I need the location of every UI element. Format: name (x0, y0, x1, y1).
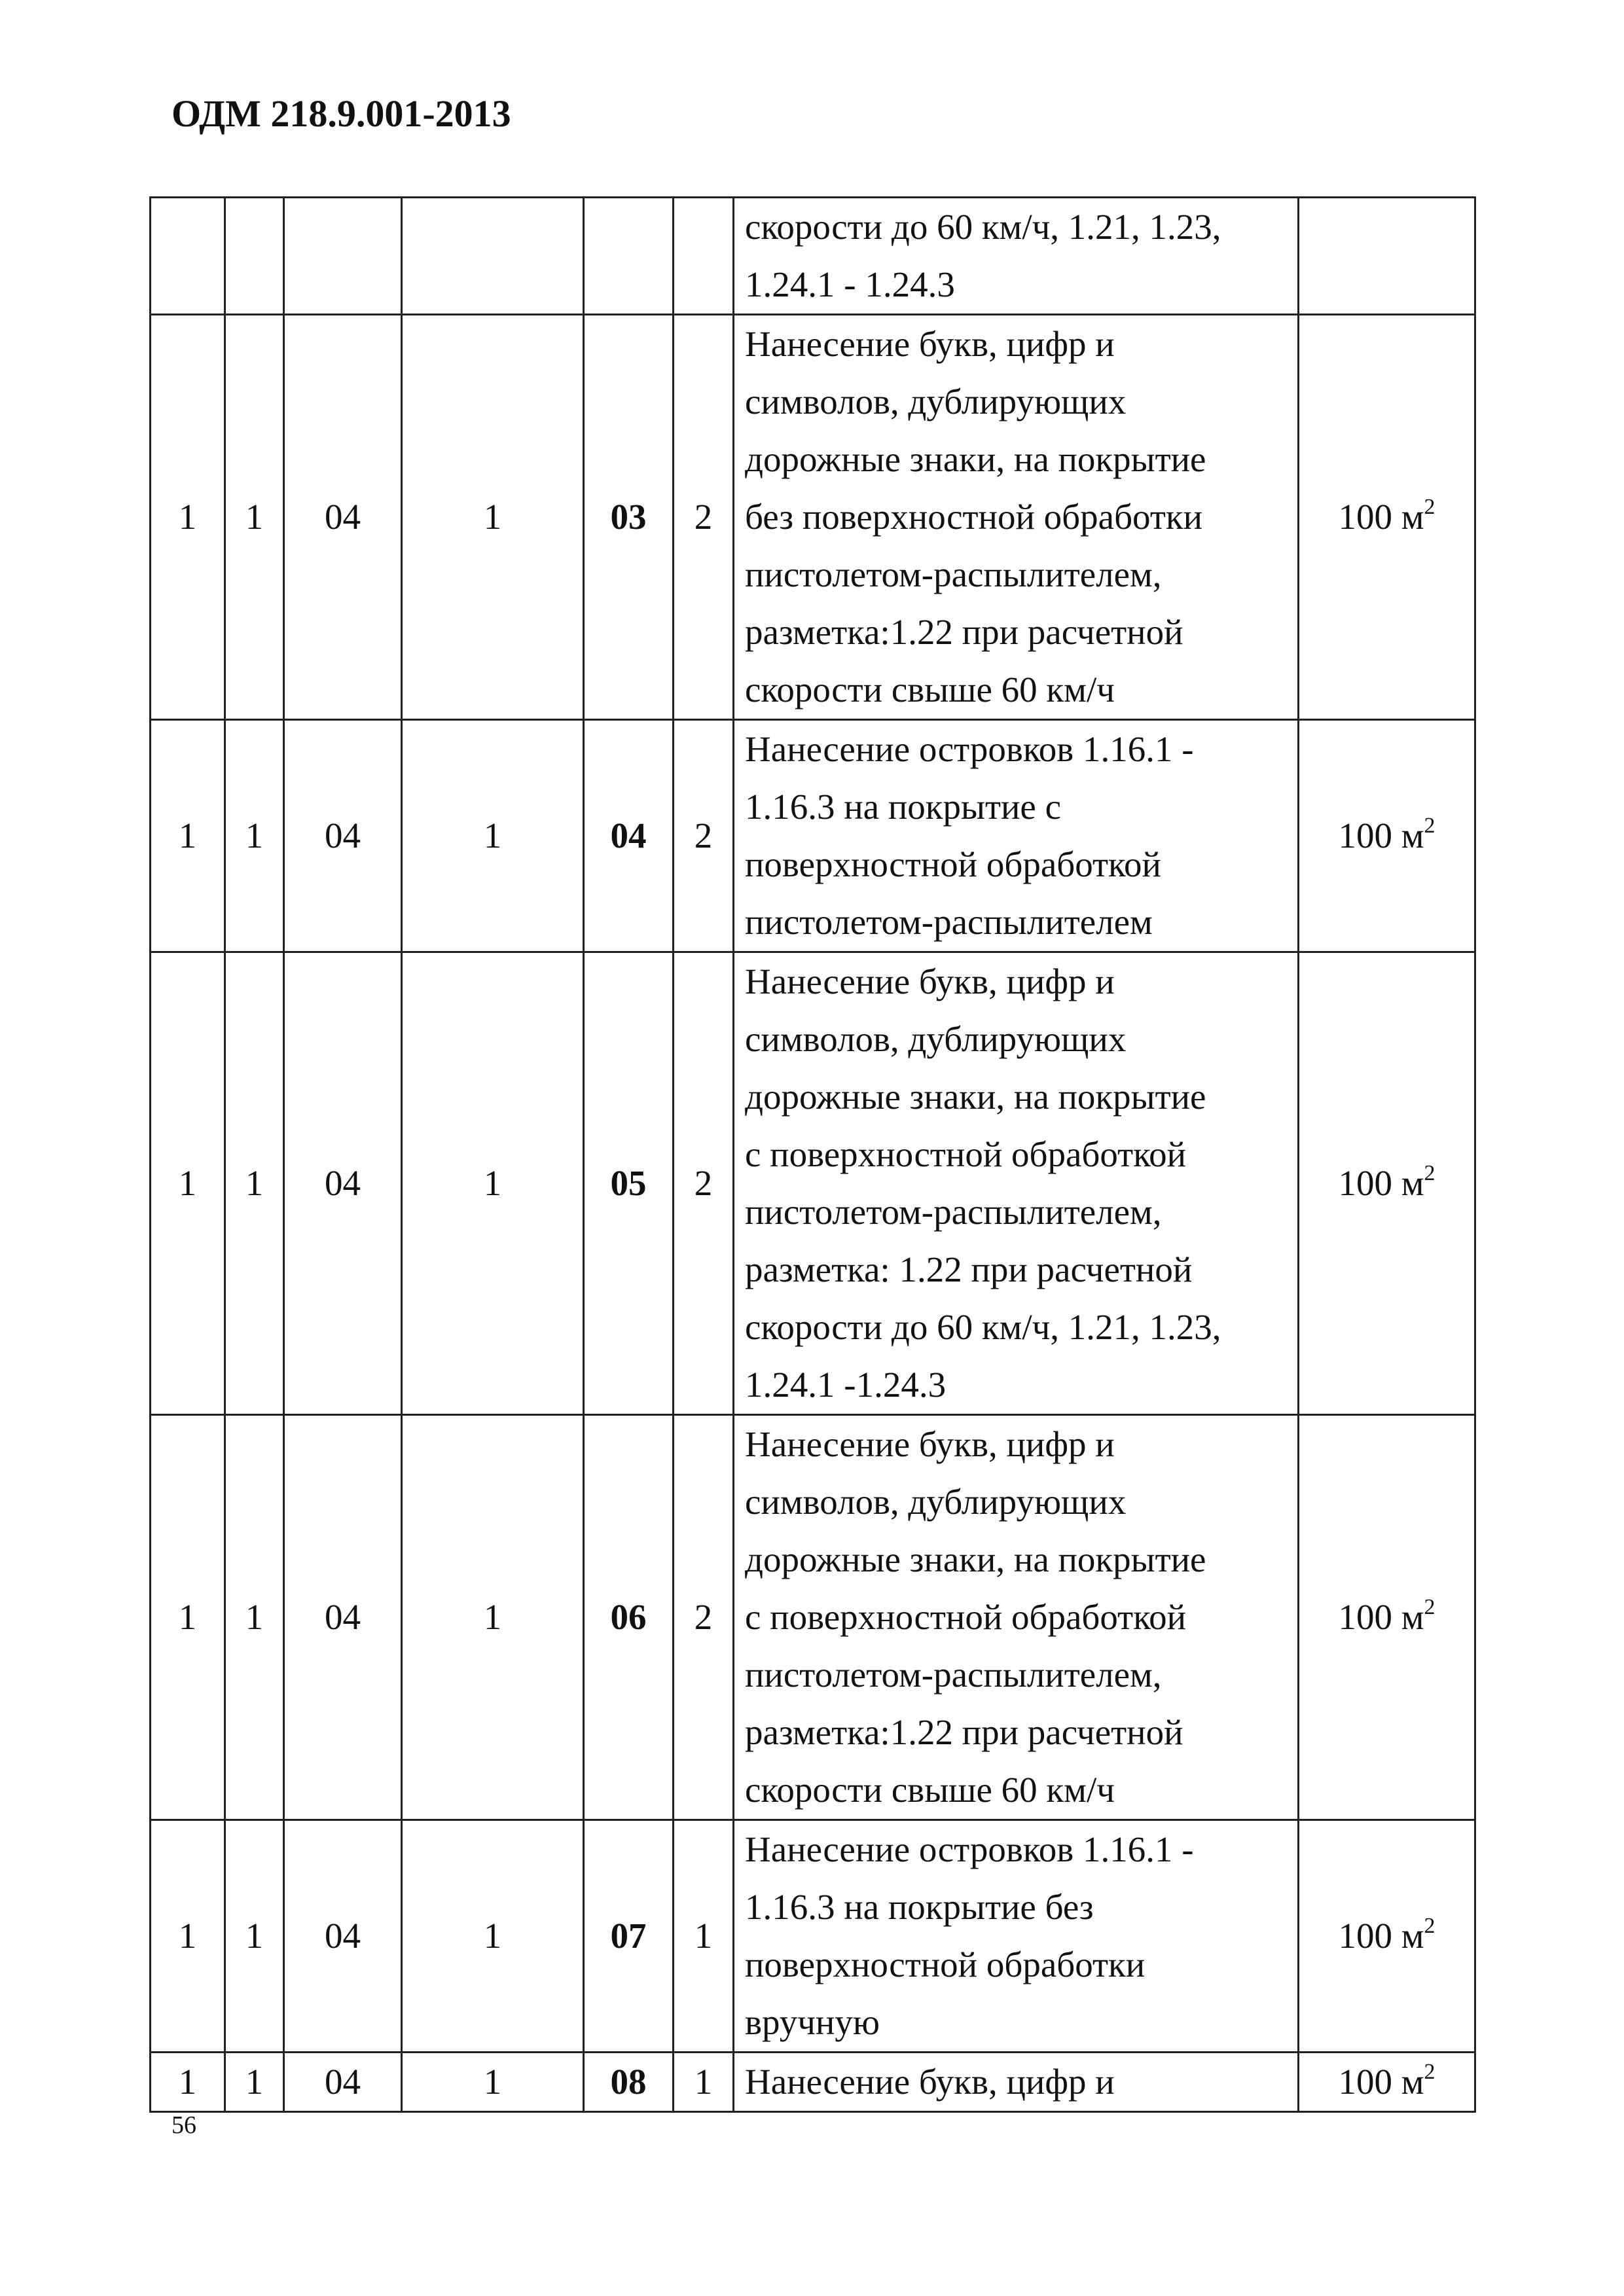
code-cell-5 (584, 198, 674, 315)
unit-cell (1299, 1415, 1475, 1820)
code-cell-1: 1 (151, 952, 225, 1415)
description-line: с поверхностной обработкой (745, 1597, 1187, 1637)
code-cell-6: 1 (674, 2053, 734, 2112)
code-cell-3 (284, 198, 402, 315)
code-cell-1: 1 (151, 1415, 225, 1820)
code-cell-3: 04 (284, 1415, 402, 1820)
code-cell-1: 1 (151, 315, 225, 720)
description-line: Нанесение букв, цифр и (745, 961, 1115, 1001)
description-line: Нанесение букв, цифр и (745, 324, 1115, 364)
description-line: пистолетом-распылителем, (745, 1655, 1162, 1695)
description-cell (734, 198, 1299, 315)
code-cell-6: 2 (674, 1415, 734, 1820)
unit-cell (1299, 1820, 1475, 2053)
description-line: Нанесение букв, цифр и (745, 2062, 1115, 2102)
table-row (151, 315, 1475, 720)
code-cell-1: 1 (151, 2053, 225, 2112)
document-code: ОДМ 218.9.001-2013 (171, 92, 511, 135)
description-line: Нанесение островков 1.16.1 - (745, 1829, 1194, 1869)
unit-text: 100 м (1338, 497, 1424, 537)
unit-text: 100 м (1338, 1916, 1424, 1956)
description-line: дорожные знаки, на покрытие (745, 439, 1206, 479)
code-cell-6 (674, 198, 734, 315)
code-cell-6: 2 (674, 720, 734, 952)
code-cell-5: 07 (584, 1820, 674, 2053)
table-row (151, 952, 1475, 1415)
description-line: символов, дублирующих (745, 1019, 1127, 1059)
code-cell-3: 04 (284, 952, 402, 1415)
code-cell-5: 04 (584, 720, 674, 952)
code-cell-4: 1 (402, 1415, 584, 1820)
table-row (151, 720, 1475, 952)
code-cell-5: 06 (584, 1415, 674, 1820)
description-line: Нанесение букв, цифр и (745, 1424, 1115, 1464)
code-cell-2: 1 (225, 1820, 284, 2053)
description-line: скорости свыше 60 км/ч (745, 670, 1115, 709)
description-line: скорости свыше 60 км/ч (745, 1770, 1115, 1810)
code-cell-4: 1 (402, 720, 584, 952)
description-line: 1.16.3 на покрытие с (745, 787, 1061, 827)
description-line: поверхностной обработкой (745, 844, 1161, 884)
description-cell (734, 315, 1299, 720)
description-line: Нанесение островков 1.16.1 - (745, 729, 1194, 769)
description-line: поверхностной обработки (745, 1945, 1146, 1984)
code-cell-2: 1 (225, 315, 284, 720)
unit-cell (1299, 198, 1475, 315)
description-cell (734, 720, 1299, 952)
table-row (151, 2053, 1475, 2112)
code-cell-2 (225, 198, 284, 315)
description-line: разметка: 1.22 при расчетной (745, 1249, 1193, 1289)
code-cell-1 (151, 198, 225, 315)
description-line: пистолетом-распылителем (745, 902, 1153, 942)
unit-cell (1299, 952, 1475, 1415)
code-cell-4: 1 (402, 952, 584, 1415)
description-line: 1.24.1 -1.24.3 (745, 1365, 947, 1405)
description-line: скорости до 60 км/ч, 1.21, 1.23, (745, 1307, 1221, 1347)
code-cell-6: 2 (674, 315, 734, 720)
description-line: 1.24.1 - 1.24.3 (745, 264, 955, 304)
description-line: пистолетом-распылителем, (745, 1192, 1162, 1232)
description-line: символов, дублирующих (745, 382, 1127, 422)
classification-table (149, 196, 1476, 2113)
description-cell (734, 2053, 1299, 2112)
unit-superscript: 2 (1424, 1913, 1435, 1938)
code-cell-4: 1 (402, 1820, 584, 2053)
code-cell-3: 04 (284, 1820, 402, 2053)
unit-text: 100 м (1338, 816, 1424, 855)
code-cell-2: 1 (225, 1415, 284, 1820)
code-cell-5: 03 (584, 315, 674, 720)
unit-superscript: 2 (1424, 1594, 1435, 1619)
description-line: пистолетом-распылителем, (745, 554, 1162, 594)
description-line: разметка:1.22 при расчетной (745, 612, 1183, 652)
description-line: с поверхностной обработкой (745, 1134, 1187, 1174)
code-cell-4: 1 (402, 2053, 584, 2112)
description-line: разметка:1.22 при расчетной (745, 1712, 1183, 1752)
unit-superscript: 2 (1424, 813, 1435, 838)
code-cell-4: 1 (402, 315, 584, 720)
code-cell-6: 1 (674, 1820, 734, 2053)
description-cell (734, 952, 1299, 1415)
description-line: дорожные знаки, на покрытие (745, 1539, 1206, 1579)
code-cell-4 (402, 198, 584, 315)
table-row (151, 198, 1475, 315)
description-cell (734, 1820, 1299, 2053)
code-cell-1: 1 (151, 720, 225, 952)
description-line: без поверхностной обработки (745, 497, 1203, 537)
description-line: дорожные знаки, на покрытие (745, 1077, 1206, 1117)
unit-text: 100 м (1338, 2062, 1424, 2102)
unit-cell (1299, 720, 1475, 952)
unit-cell (1299, 315, 1475, 720)
code-cell-6: 2 (674, 952, 734, 1415)
code-cell-2: 1 (225, 720, 284, 952)
code-cell-3: 04 (284, 720, 402, 952)
page-number: 56 (171, 2111, 196, 2139)
code-cell-5: 05 (584, 952, 674, 1415)
unit-text: 100 м (1338, 1163, 1424, 1203)
unit-cell (1299, 2053, 1475, 2112)
code-cell-3: 04 (284, 315, 402, 720)
description-line: 1.16.3 на покрытие без (745, 1887, 1094, 1927)
table-row (151, 1820, 1475, 2053)
unit-text: 100 м (1338, 1597, 1424, 1637)
table-row (151, 1415, 1475, 1820)
code-cell-1: 1 (151, 1820, 225, 2053)
code-cell-3: 04 (284, 2053, 402, 2112)
description-line: вручную (745, 2002, 880, 2042)
code-cell-2: 1 (225, 2053, 284, 2112)
unit-superscript: 2 (1424, 1160, 1435, 1185)
code-cell-5: 08 (584, 2053, 674, 2112)
code-cell-2: 1 (225, 952, 284, 1415)
description-line: скорости до 60 км/ч, 1.21, 1.23, (745, 207, 1221, 247)
description-line: символов, дублирующих (745, 1482, 1127, 1522)
table-body (151, 198, 1475, 2112)
description-cell (734, 1415, 1299, 1820)
unit-superscript: 2 (1424, 494, 1435, 519)
unit-superscript: 2 (1424, 2059, 1435, 2084)
